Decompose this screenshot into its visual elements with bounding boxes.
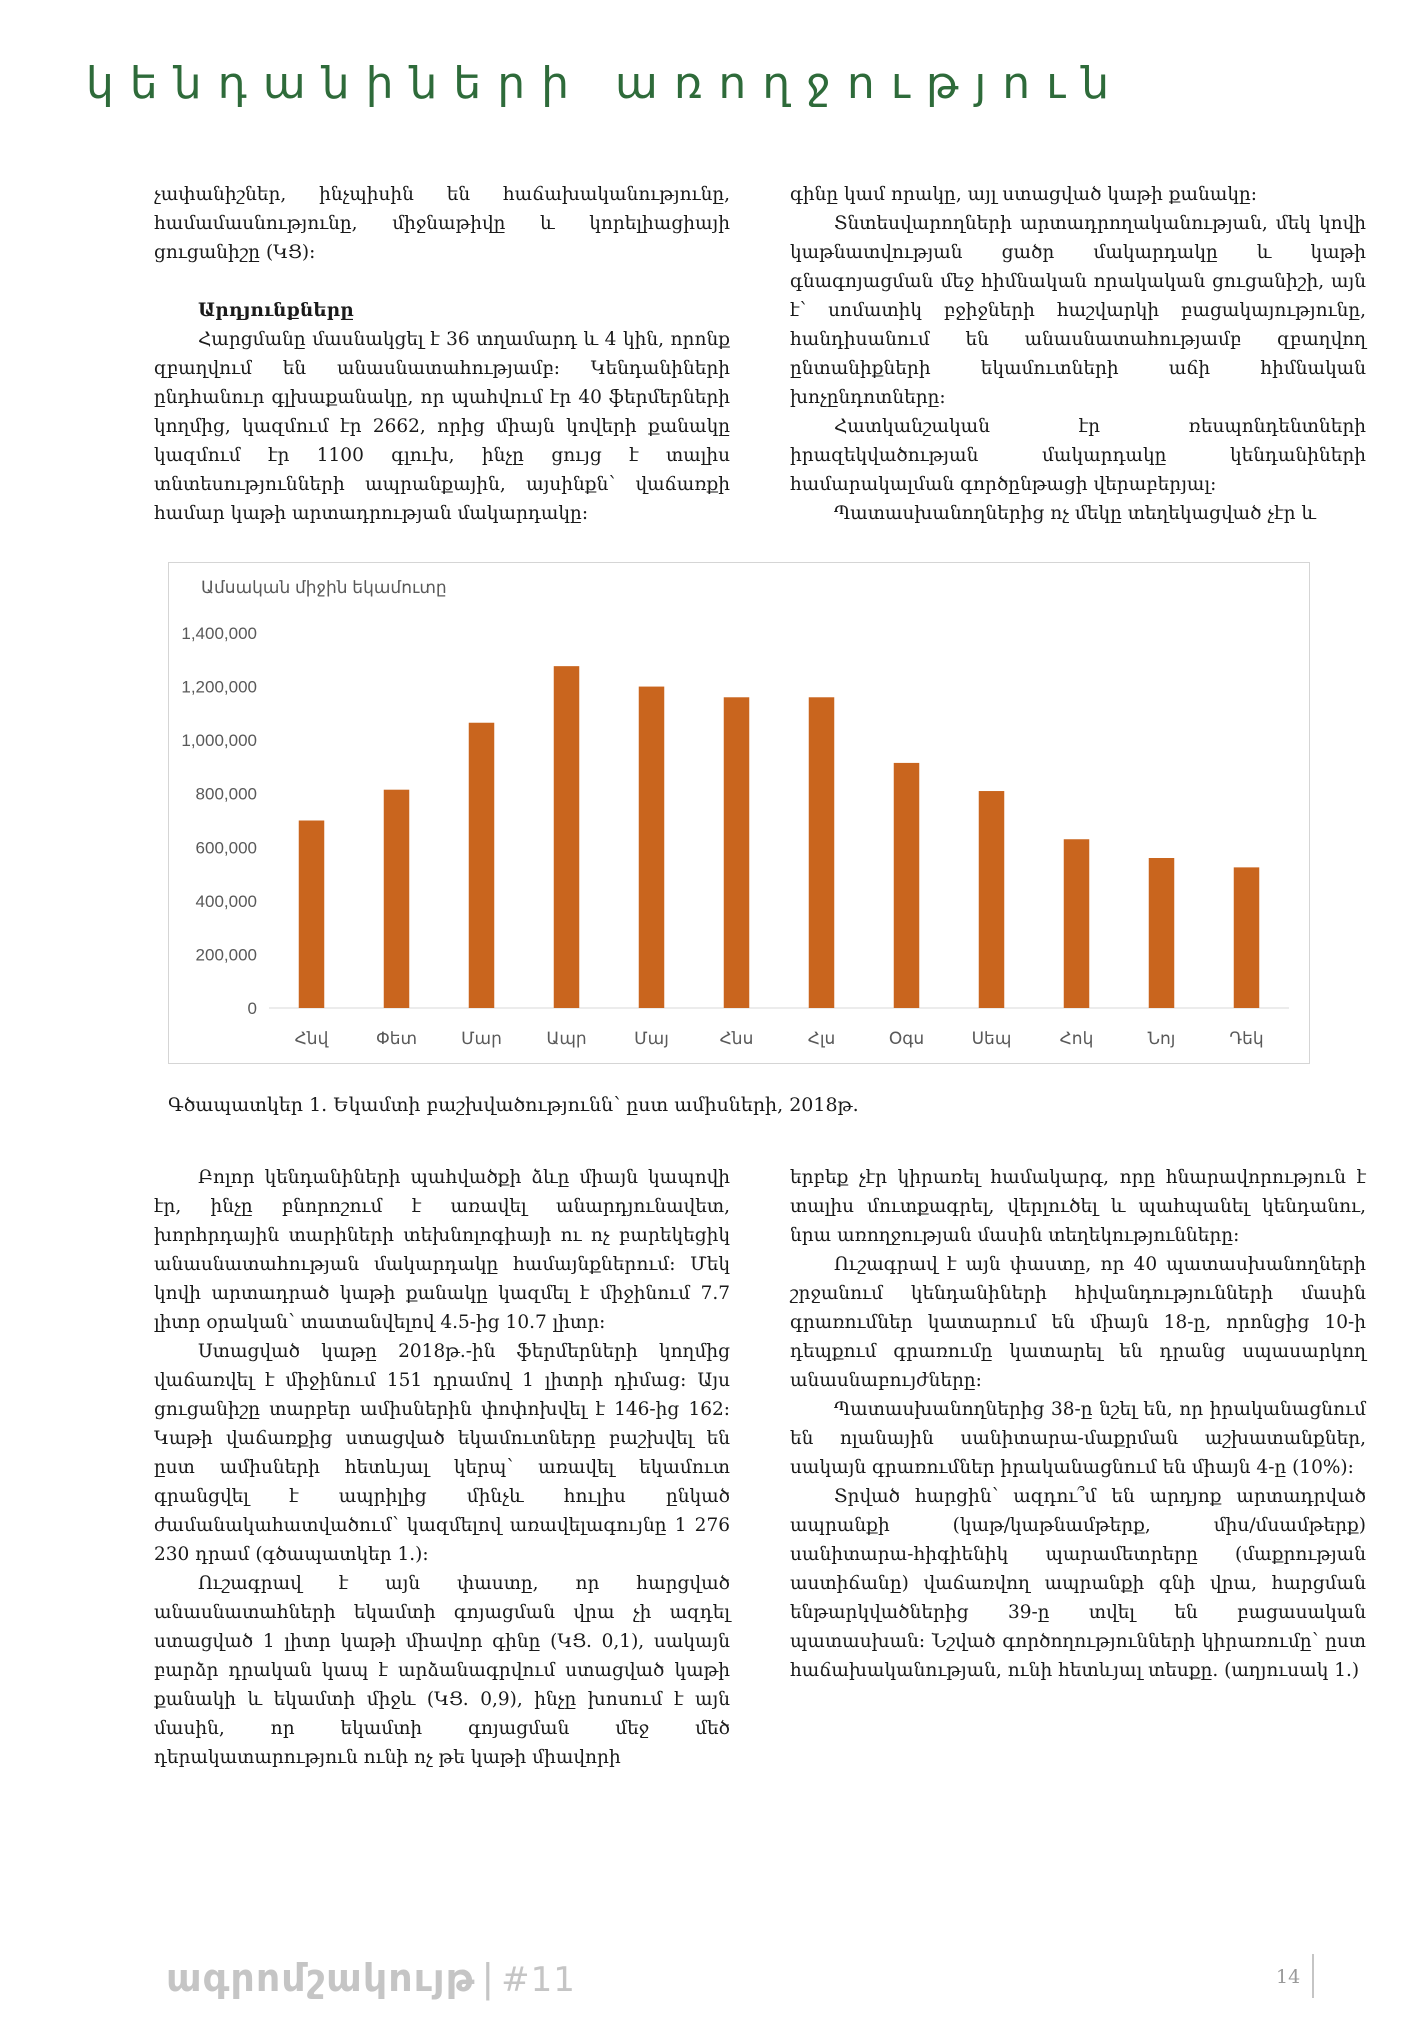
x-tick-label: Դեկ: [1229, 1029, 1264, 1048]
y-tick-label: 1,400,000: [181, 624, 257, 643]
paragraph: Հատկանշական էր ռեսպոնդենտների իրազեկվածության մակարդակը կենդանիների համարակալման գործընթացի վերաբերյալ:: [790, 416, 1366, 495]
paragraph: Հարցմանը մասնակցել է 36 տղամարդ և 4 կին, որոնք զբաղվում են անասնատահությամբ: Կենդանիների ընդհանուր գլխաքանակը, որ պահվում էր 40 ֆերմերների կողմից, կազմում էր 2662, որից միայն կովերի քանակը կազմում էր 1100 գլուխ, ինչը ցույց է տալիս տնտեսությունների ապրանքային, այսինքն՝ վաճառքի համար կաթի արտադրության մակարդակը:: [154, 329, 730, 524]
bar: [1234, 867, 1260, 1008]
income-bar-chart: [168, 562, 1310, 1064]
y-tick-label: 1,200,000: [181, 677, 257, 697]
section-title: կենդանիների առողջություն: [86, 58, 1126, 109]
paragraph: Տրված հարցին՝ ազդու՞մ են արդյոք արտադրված ապրանքի (կաթ/կաթնամթերք, միս/մսամթերք) սանիտարա-հիգիենիկ պարամետրերը (մաքրության աստիճանը) վաճառվող ապրանքի գնի վրա, հարցման ենթարկվածներից 39-ը տվել են բացասական պատասխան: Նշված գործողությունների կիրառումը՝ ըստ հաճախականության, ունի հետևյալ տեսքը. (աղյուսակ 1.): [790, 1486, 1366, 1681]
x-tick-label: Հնվ: [294, 1029, 329, 1048]
y-tick-label: 400,000: [195, 891, 257, 911]
x-tick-label: Փետ: [375, 1029, 418, 1048]
bar: [554, 666, 580, 1008]
column-bottom-left: [154, 1163, 730, 1772]
bar: [979, 791, 1005, 1008]
paragraph: Ուշագրավ է այն փաստը, որ հարցված անասնատահների եկամտի գոյացման վրա չի ազդել ստացված 1 լիտր կաթի միավոր գինը (ԿՑ. 0,1), սակայն բարձր դրական կապ է արձանագրվում ստացված կաթի քանակի և եկամտի միջև (ԿՑ. 0,9), ինչը խոսում է այն մասին, որ եկամտի գոյացման մեջ մեծ դերակատարություն ունի ոչ թե կաթի միավորի: [154, 1573, 730, 1768]
chart-title: Ամսական միջին եկամուտը: [201, 578, 447, 597]
x-tick-label: Հլս: [807, 1029, 836, 1048]
x-tick-label: Օգս: [888, 1029, 925, 1048]
x-tick-label: Հոկ: [1059, 1029, 1094, 1048]
x-tick-label: Հնս: [719, 1029, 754, 1048]
bar: [384, 790, 410, 1008]
x-tick-label: Սեպ: [971, 1029, 1012, 1048]
bar: [809, 697, 835, 1008]
paragraph: չափանիշներ, ինչպիսին են հաճախականությունը, համամասնությունը, միջնաթիվը և կորելիացիայի ցուցանիշը (ԿՑ):: [154, 184, 730, 263]
paragraph: գինը կամ որակը, այլ ստացված կաթի քանակը:: [790, 184, 1258, 205]
x-tick-label: Նոյ: [1147, 1029, 1176, 1048]
paragraph: Բոլոր կենդանիների պահվածքի ձևը միայն կապովի էր, ինչը բնորոշում է առավել անարդյունավետ, խորհրդային տարիների տեխնոլոգիայի ու ոչ բարեկեցիկ անասնատահության մակարդակը համայնքներում: Մեկ կովի արտադրած կաթի քանակը կազմել է միջինում 7.7 լիտր օրական՝ տատանվելով 4.5-ից 10.7 լիտր:: [154, 1167, 730, 1333]
bar: [1149, 858, 1175, 1008]
column-bottom-right: [790, 1163, 1366, 1685]
bar: [724, 697, 750, 1008]
magazine-footer: [166, 1956, 576, 2000]
x-tick-label: Մար: [461, 1029, 502, 1048]
page-number: 14: [1276, 1966, 1301, 1988]
footer-divider: [1312, 1954, 1314, 1998]
paragraph: երբեք չէր կիրառել համակարգ, որը հնարավորություն է տալիս մուտքագրել, վերլուծել և պահպանել կենդանու, նրա առողջության մասին տեղեկությունները:: [790, 1167, 1366, 1246]
bar: [1064, 839, 1090, 1008]
chart-svg: [169, 563, 1309, 1063]
y-tick-label: 800,000: [195, 784, 257, 804]
paragraph: Ստացված կաթը 2018թ.-ին ֆերմերների կողմից վաճառվել է միջինում 151 դրամով 1 լիտրի դիմաց: Այս ցուցանիշը տարբեր ամիսներին փոփոխվել է 146-ից 162: Կաթի վաճառքից ստացված եկամուտները բաշխվել են ըստ ամիսների հետևյալ կերպ՝ առավել եկամուտ գրանցվել է ապրիլից մինչև հուլիս ընկած ժամանակահատվածում՝ կազմելով առավելագույնը 1 276 230 դրամ (գծապատկեր 1.):: [154, 1341, 730, 1565]
column-top-right: [790, 180, 1366, 528]
paragraph: Ուշագրավ է այն փաստը, որ 40 պատասխանողների շրջանում կենդանիների հիվանդությունների մասին գրառումներ կատարում են միայն 18-ը, որոնցից 10-ի դեպքում գրառումը կատարել են դրանց սպասարկող անասնաբույժները:: [790, 1254, 1366, 1391]
bar: [639, 687, 665, 1008]
paragraph: Պատասխանողներից 38-ը նշել են, որ իրականացնում են ոլանային սանիտարա-մաքրման աշխատանքներ, սակայն գրառումներ իրականացնում են միայն 4-ը (10%):: [790, 1399, 1366, 1478]
y-tick-label: 1,000,000: [181, 731, 257, 751]
magazine-name: ագրոմշակույթ: [166, 1956, 476, 2000]
paragraph: Տնտեսվարողների արտադրողականության, մեկ կովի կաթնատվության ցածր մակարդակը և կաթի գնագոյացման մեջ հիմնական որակական ցուցանիշի, այն է՝ սոմատիկ բջիջների հաշվարկի բացակայությունը, հանդիսանում են անասնատահությամբ զբաղվող ընտանիքների եկամուտների աճի հիմնական խոչընդոտները:: [790, 213, 1366, 408]
y-tick-label: 0: [247, 999, 257, 1018]
figure-caption: Գծապատկեր 1. Եկամտի բաշխվածությունն՝ ըստ ամիսների, 2018թ.: [168, 1094, 859, 1116]
bar: [469, 723, 495, 1008]
x-tick-label: Ապր: [546, 1029, 587, 1048]
y-tick-label: 200,000: [195, 945, 257, 965]
paragraph: Պատասխանողներից ոչ մեկը տեղեկացված չէր և: [834, 503, 1316, 524]
footer-separator: |: [481, 1956, 496, 2000]
column-top-left: [154, 180, 730, 528]
bar: [894, 763, 920, 1008]
y-tick-label: 600,000: [195, 838, 257, 858]
issue-number: #11: [501, 1960, 576, 2000]
x-tick-label: Մայ: [634, 1029, 669, 1048]
results-subheading: Արդյունքները: [198, 300, 354, 321]
bar: [299, 821, 325, 1009]
